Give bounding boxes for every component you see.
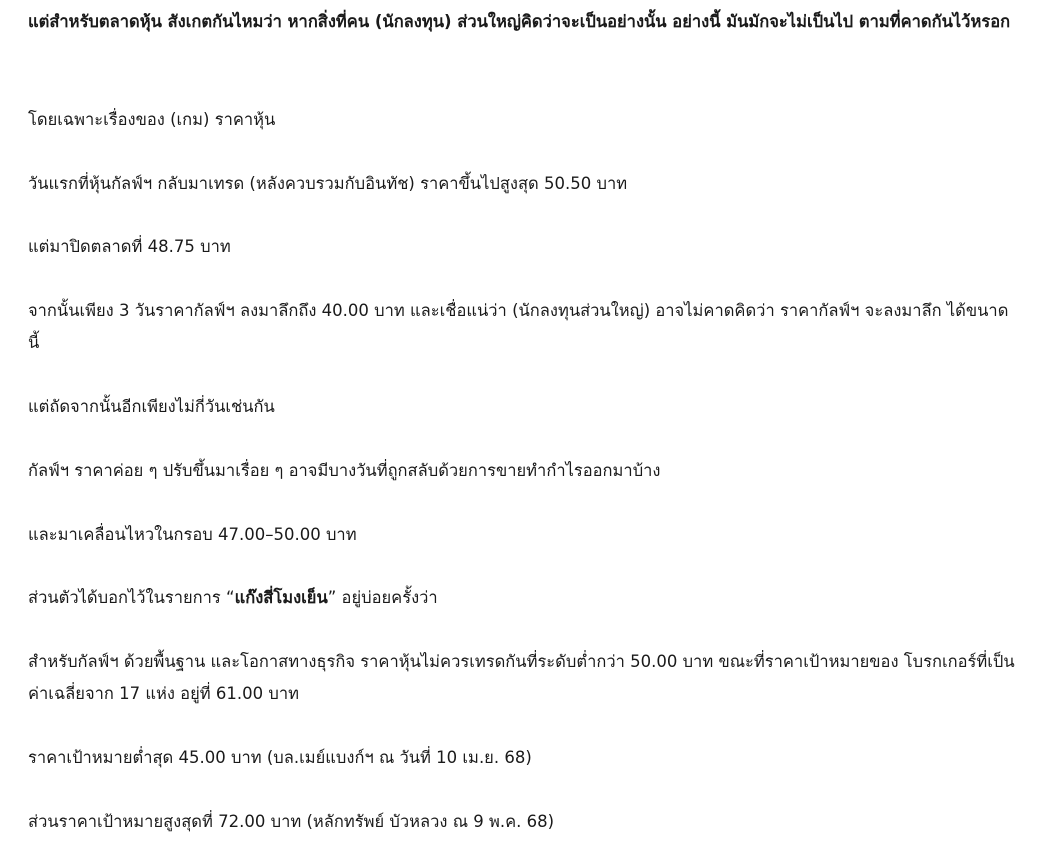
paragraph-with-program-name	[28, 582, 1018, 614]
paragraph: ราคาเป้าหมายต่ำสุด 45.00 บาท (บล.เมย์แบงก์ฯ ณ วันที่ 10 เม.ย. 68)	[28, 748, 532, 767]
open-quote: “	[226, 588, 235, 607]
paragraph: และมาเคลื่อนไหวในกรอบ 47.00–50.00 บาท	[28, 525, 357, 544]
paragraph: จากนั้นเพียง 3 วันราคากัลฟ์ฯ ลงมาลึกถึง 40.00 บาท และเชื่อแน่ว่า (นักลงทุนส่วนใหญ่) อาจไม่คาดคิดว่า ราคากัลฟ์ฯ จะลงมาลึก ได้ขนาดนี้	[28, 301, 1009, 352]
paragraph: โดยเฉพาะเรื่องของ (เกม) ราคาหุ้น	[28, 110, 276, 129]
paragraph-text-after: อยู่บ่อยครั้งว่า	[336, 588, 438, 607]
paragraph-text-before: ส่วนตัวได้บอกไว้ในรายการ	[28, 588, 227, 607]
program-name: แก๊งสี่โมงเย็น	[234, 588, 328, 607]
paragraph: วันแรกที่หุ้นกัลฟ์ฯ กลับมาเทรด (หลังควบรวมกับอินทัช) ราคาขึ้นไปสูงสุด 50.50 บาท	[28, 174, 628, 193]
paragraph: สำหรับกัลฟ์ฯ ด้วยพื้นฐาน และโอกาสทางธุรกิจ ราคาหุ้นไม่ควรเทรดกันที่ระดับต่ำกว่า 50.00 บาท ขณะที่ราคาเป้าหมายของ โบรกเกอร์ที่เป็นค่าเฉลี่ยจาก 17 แห่ง อยู่ที่ 61.00 บาท	[28, 652, 1015, 703]
paragraph: แต่มาปิดตลาดที่ 48.75 บาท	[28, 237, 231, 256]
paragraph: ส่วนราคาเป้าหมายสูงสุดที่ 72.00 บาท (หลักทรัพย์ บัวหลวง ณ 9 พ.ค. 68)	[28, 812, 555, 831]
paragraph: กัลฟ์ฯ ราคาค่อย ๆ ปรับขึ้นมาเรื่อย ๆ อาจมีบางวันที่ถูกสลับด้วยการขายทำกำไรออกมาบ้าง	[28, 461, 661, 480]
paragraph: แต่ถัดจากนั้นอีกเพียงไม่กี่วันเช่นกัน	[28, 397, 275, 416]
close-quote: ”	[327, 588, 337, 607]
lead-paragraph: แต่สำหรับตลาดหุ้น สังเกตกันไหมว่า หากสิ่งที่คน (นักลงทุน) ส่วนใหญ่คิดว่าจะเป็นอย่างนั้น อย่างนี้ มันมักจะไม่เป็นไป ตามที่คาดกันไว้หรอก	[28, 12, 1011, 31]
